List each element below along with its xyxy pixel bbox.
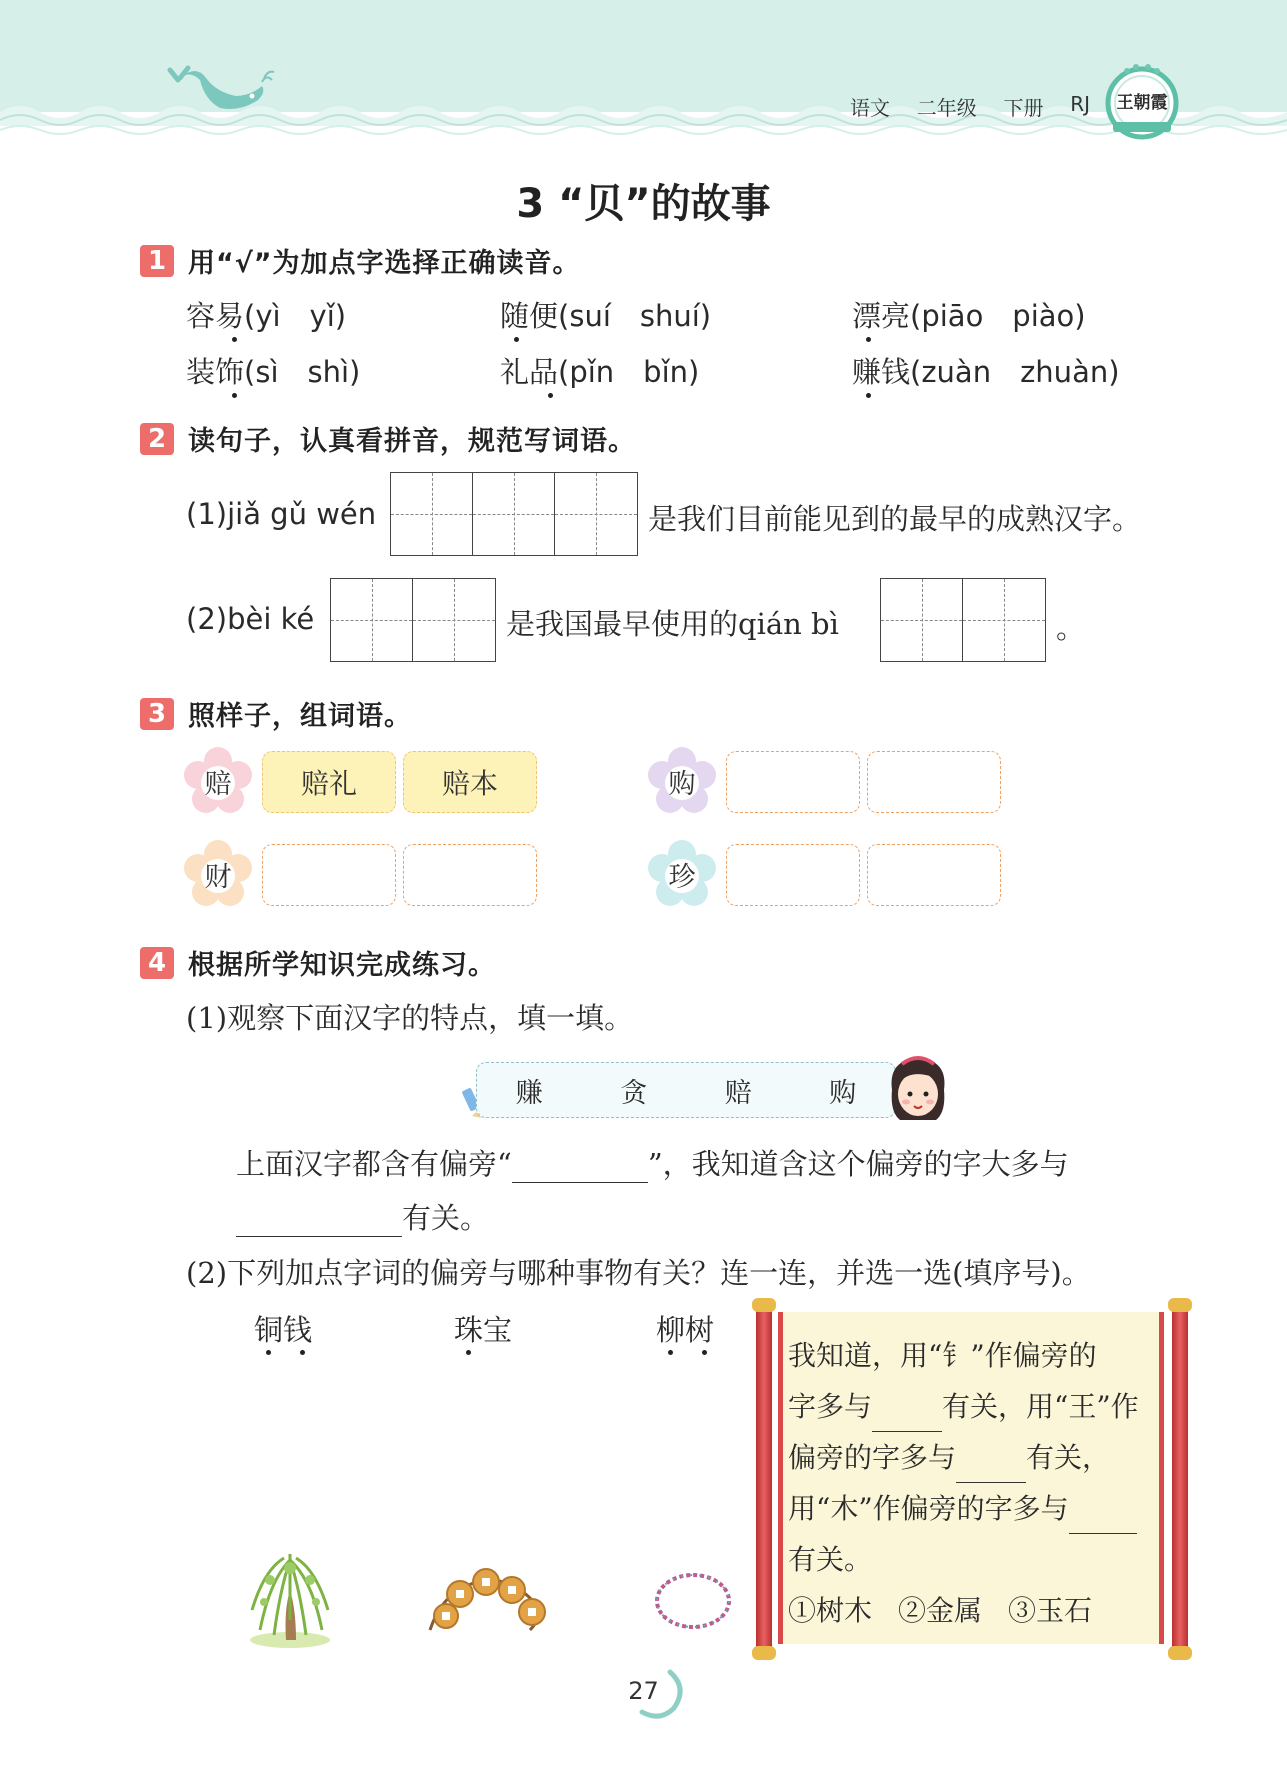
girl-avatar-icon <box>880 1050 956 1126</box>
wave-banner <box>0 0 1287 160</box>
part-1-line-1: 上面汉字都含有偏旁“ ”，我知道含这个偏旁的字大多与 <box>236 1147 1069 1181</box>
copper-coins-icon <box>420 1560 560 1640</box>
base-char: 珍 <box>668 861 696 893</box>
match-word: 珠宝 <box>454 1313 513 1347</box>
emphasis-dot <box>514 337 519 342</box>
grid-cell[interactable] <box>555 473 637 555</box>
emphasis-dot <box>866 393 871 398</box>
grid-cell[interactable] <box>391 473 473 555</box>
base-char: 购 <box>668 768 696 800</box>
word-box[interactable] <box>867 751 1001 813</box>
sentence-2-pinyin: (2)bèi ké <box>186 602 315 636</box>
writing-grid-1[interactable] <box>390 472 638 556</box>
base-char: 赔 <box>204 768 232 800</box>
part-1-title: (1)观察下面汉字的特点，填一填。 <box>186 1001 634 1035</box>
emphasis-dot <box>232 393 237 398</box>
emphasis-dot <box>266 1350 271 1355</box>
knowledge-scroll <box>752 1298 1192 1658</box>
scroll-cap <box>752 1646 776 1660</box>
word-box[interactable]: 赔礼 <box>262 751 396 813</box>
answer-blank[interactable] <box>956 1452 1026 1483</box>
bead-necklace-icon <box>650 1566 736 1636</box>
pinyin-item: 礼品(pǐn bǐn) <box>500 355 700 389</box>
emphasis-dot <box>232 337 237 342</box>
grid-cell[interactable] <box>331 579 413 661</box>
willow-tree-icon <box>240 1540 340 1650</box>
option-item: ③玉石 <box>1008 1594 1093 1627</box>
emphasis-dot <box>466 1350 471 1355</box>
grid-cell[interactable] <box>413 579 495 661</box>
word-box[interactable]: 赔本 <box>403 751 537 813</box>
brand-logo <box>1103 62 1181 140</box>
sentence-2-end: 。 <box>1056 611 1086 645</box>
option-item: ①树木 <box>788 1594 873 1627</box>
answer-blank[interactable] <box>1069 1503 1137 1534</box>
answer-blank[interactable] <box>512 1152 648 1183</box>
question-2-header <box>140 419 636 458</box>
grid-cell[interactable] <box>473 473 555 555</box>
term-label: 下册 <box>1003 96 1044 120</box>
sentence-2-text: 是我国最早使用的qián bì <box>506 607 839 641</box>
question-number: 3 <box>140 698 174 730</box>
emphasis-dot <box>548 393 553 398</box>
question-3-header <box>140 694 412 733</box>
word-box[interactable] <box>726 844 860 906</box>
part-2-title: (2)下列加点字词的偏旁与哪种事物有关？连一连，并选一选(填序号)。 <box>186 1256 1091 1290</box>
page-header <box>0 0 1287 160</box>
writing-grid-3[interactable] <box>880 578 1046 662</box>
match-word: 柳树 <box>656 1313 715 1347</box>
lesson-title: 3 “贝”的故事 <box>516 181 771 227</box>
question-instruction: 用“√”为加点字选择正确读音。 <box>188 248 581 279</box>
writing-grid-2[interactable] <box>330 578 496 662</box>
scroll-text: 我知道，用“钅”作偏旁的 字多与 有关，用“王”作 偏旁的字多与 有关， 用“木”作偏旁的字多与 有关。 ①树木 ②金属 ③玉石 <box>788 1330 1160 1636</box>
question-4-header <box>140 943 496 982</box>
scroll-cap <box>1168 1298 1192 1312</box>
answer-blank[interactable] <box>236 1206 402 1237</box>
scroll-cap <box>1168 1646 1192 1660</box>
word-box[interactable] <box>262 844 396 906</box>
strip-char: 赚 <box>515 1077 543 1109</box>
pinyin-item: 容易(yì yǐ) <box>186 299 347 333</box>
emphasis-dot <box>866 337 871 342</box>
emphasis-dot <box>668 1350 673 1355</box>
subject-bar <box>850 92 1090 121</box>
character-strip <box>476 1062 896 1118</box>
grid-cell[interactable] <box>881 579 963 661</box>
question-instruction: 照样子，组词语。 <box>188 701 412 732</box>
pinyin-item: 漂亮(piāo piào) <box>852 299 1086 333</box>
emphasis-dot <box>702 1350 707 1355</box>
pinyin-item: 装饰(sì shì) <box>186 355 361 389</box>
question-number: 4 <box>140 947 174 979</box>
scroll-rod <box>756 1303 772 1653</box>
question-instruction: 根据所学知识完成练习。 <box>188 950 496 981</box>
strip-char: 贪 <box>620 1077 648 1109</box>
scroll-cap <box>752 1298 776 1312</box>
option-item: ②金属 <box>898 1594 983 1627</box>
sentence-1-pinyin: (1)jiǎ gǔ wén <box>186 497 377 531</box>
word-box[interactable] <box>403 844 537 906</box>
base-char: 财 <box>204 861 232 893</box>
question-instruction: 读句子，认真看拼音，规范写词语。 <box>188 426 636 457</box>
pinyin-item: 赚钱(zuàn zhuàn) <box>852 355 1120 389</box>
answer-blank[interactable] <box>872 1401 942 1432</box>
strip-char: 赔 <box>724 1077 752 1109</box>
word-box[interactable] <box>867 844 1001 906</box>
page-number: 27 <box>628 1677 659 1705</box>
strip-char: 购 <box>829 1077 857 1109</box>
question-1-header <box>140 241 581 280</box>
logo-text: 王朝霞 <box>1116 93 1168 113</box>
grid-cell[interactable] <box>963 579 1045 661</box>
question-number: 1 <box>140 245 174 277</box>
part-1-line-2: 有关。 <box>236 1196 489 1237</box>
edition-label: RJ <box>1070 92 1090 116</box>
question-number: 2 <box>140 423 174 455</box>
word-box[interactable] <box>726 751 860 813</box>
subject-label: 语文 <box>850 96 890 120</box>
pinyin-item: 随便(suí shuí) <box>500 299 712 333</box>
scroll-rod <box>1172 1303 1188 1653</box>
sentence-1-text: 是我们目前能见到的最早的成熟汉字。 <box>648 502 1142 536</box>
emphasis-dot <box>300 1350 305 1355</box>
grade-label: 二年级 <box>916 96 977 120</box>
match-word: 铜钱 <box>254 1313 313 1347</box>
